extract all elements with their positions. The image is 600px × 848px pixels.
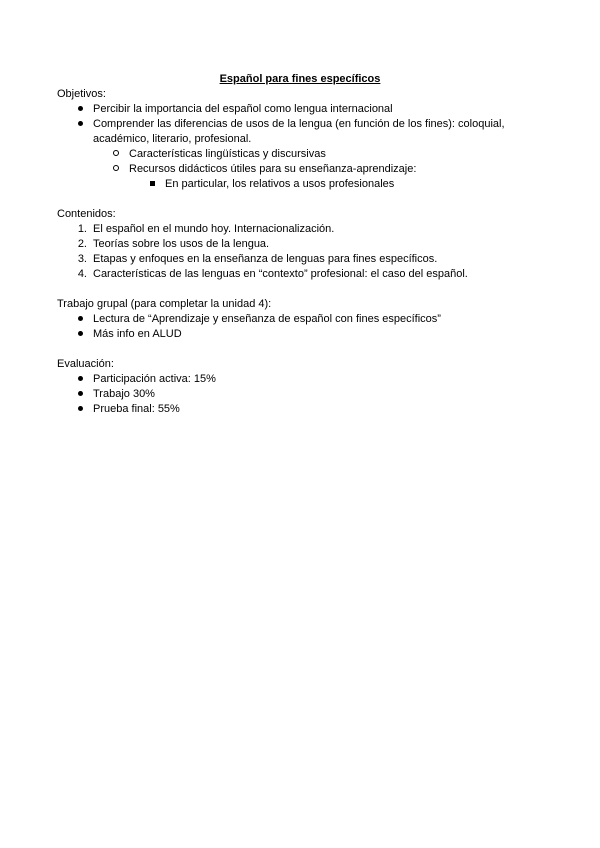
contenidos-heading: Contenidos: [57, 208, 116, 220]
bullet-icon [73, 327, 87, 342]
list-item [57, 117, 543, 147]
list-item [57, 102, 543, 117]
objetivos-list [57, 102, 543, 192]
numbered-item-text: El español en el mundo hoy. Internacionalización. [93, 223, 335, 235]
numbered-item-text: Teorías sobre los usos de la lengua. [93, 238, 270, 250]
list-item-text: Participación activa: 15% [93, 373, 216, 385]
bullet-icon [73, 102, 87, 117]
sub-list-item-text: Recursos didácticos útiles para su enseñanza-aprendizaje: [129, 163, 417, 175]
sub-list-item [57, 162, 543, 177]
hollow-bullet-icon [109, 162, 123, 177]
list-item-text: Lectura de “Aprendizaje y enseñanza de español con fines específicos” [93, 313, 441, 325]
hollow-bullet-icon [109, 147, 123, 162]
bullet-icon [73, 402, 87, 417]
list-item-text: Comprender las diferencias de usos de la lengua (en función de los fines): coloquial, académico, literario, profesional. [93, 118, 505, 145]
trabajo-heading: Trabajo grupal (para completar la unidad 4): [57, 298, 272, 310]
list-item-text: Prueba final: 55% [93, 403, 180, 415]
contenidos-list [57, 222, 543, 282]
list-item-text: Más info en ALUD [93, 328, 182, 340]
sub-list-item [57, 147, 543, 162]
numbered-item [57, 252, 543, 267]
trabajo-list [57, 312, 543, 342]
sub-list-item-text: Características lingüísticas y discursivas [129, 148, 326, 160]
list-item [57, 402, 543, 417]
list-item-text: Percibir la importancia del español como lengua internacional [93, 103, 393, 115]
document-page [57, 72, 543, 417]
sub-sub-list-item [57, 177, 543, 192]
bullet-icon [73, 387, 87, 402]
numbered-item-text: Etapas y enfoques en la enseñanza de lenguas para fines específicos. [93, 253, 438, 265]
bullet-icon [73, 372, 87, 387]
list-item [57, 327, 543, 342]
item-number: 3. [77, 253, 87, 265]
numbered-item [57, 267, 543, 282]
square-bullet-icon [145, 177, 159, 192]
sub-sub-list-item-text: En particular, los relativos a usos profesionales [165, 178, 395, 190]
list-item [57, 387, 543, 402]
evaluacion-heading: Evaluación: [57, 358, 114, 370]
numbered-item-text: Características de las lenguas en “contexto” profesional: el caso del español. [93, 268, 468, 280]
item-number: 4. [77, 268, 87, 280]
numbered-item [57, 222, 543, 237]
document-title: Español para fines específicos [219, 73, 381, 85]
item-number: 2. [77, 238, 87, 250]
bullet-icon [73, 312, 87, 327]
bullet-icon [73, 117, 87, 132]
list-item-text: Trabajo 30% [93, 388, 155, 400]
list-item [57, 372, 543, 387]
numbered-item [57, 237, 543, 252]
objetivos-heading: Objetivos: [57, 88, 106, 100]
item-number: 1. [77, 223, 87, 235]
evaluacion-list [57, 372, 543, 417]
list-item [57, 312, 543, 327]
